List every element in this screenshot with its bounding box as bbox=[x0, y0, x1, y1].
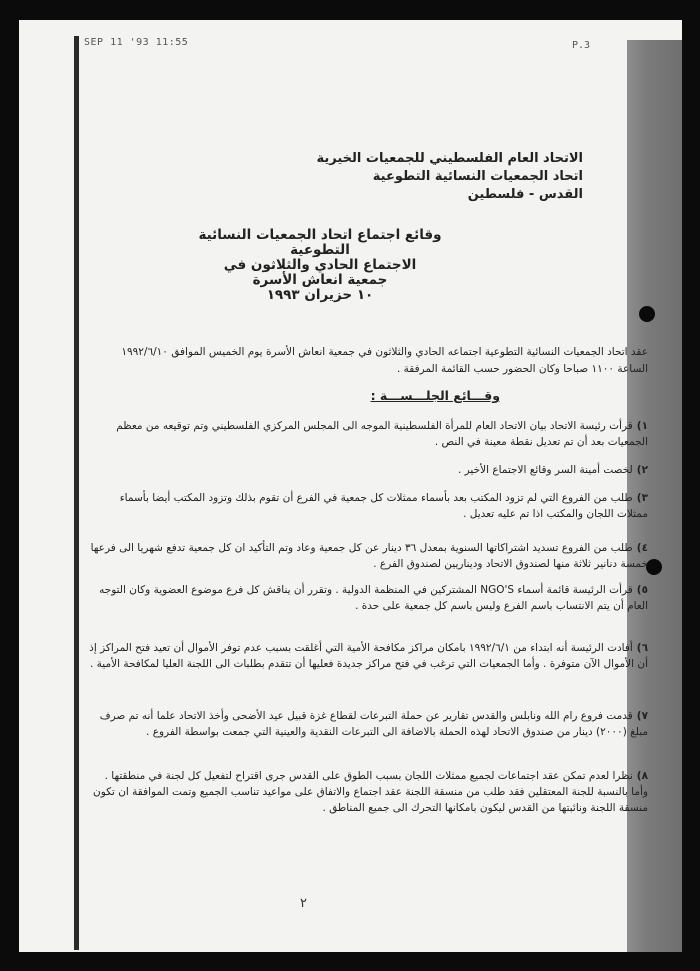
minutes-item bbox=[88, 708, 648, 740]
fax-page-label: P.3 bbox=[572, 40, 591, 51]
item-number: ٧) bbox=[636, 710, 648, 722]
minutes-item bbox=[88, 768, 648, 816]
minutes-item bbox=[88, 462, 648, 478]
item-number: ٨) bbox=[636, 770, 648, 782]
minutes-item bbox=[88, 490, 648, 522]
minutes-item bbox=[88, 418, 648, 450]
title-line-4: ١٠ حزيران ١٩٩٣ bbox=[266, 287, 374, 303]
item-number: ٦) bbox=[636, 642, 648, 654]
item-number: ٢) bbox=[636, 464, 648, 476]
intro-paragraph: عقد اتحاد الجمعيات النسائية التطوعية اجتماعه الحادي والثلاثون في جمعية انعاش الأسرة يوم الخميس الموافق ١٩٩٢/٦/١٠ الساعة ١١٠٠ صباحا وكان الحضور حسب القائمة المرفقة . bbox=[121, 346, 648, 375]
item-text: أفادت الرئيسة أنه ابتداء من ١٩٩٢/٦/١ بامكان مراكز مكافحة الأمية التي أغلقت بسبب عدم توفر الأموال أن تعيد فتح المراكز إذ أن الأموال الآن متوفرة . وأما الجمعيات التي ترغب في فتح مراكز جديدة فعليها أن تتقدم بطلبات الى اللجنة العليا لمكافحة الأمية . bbox=[89, 642, 648, 670]
org-line-3: القدس - فلسطين bbox=[467, 187, 583, 202]
item-number: ٤) bbox=[636, 542, 648, 554]
item-text: قرأت الرئيسة قائمة أسماء NGO'S المشتركين في المنظمة الدولية . وتقرر أن يناقش كل فرع موضوع العضوية وكان التوجه العام أن يتم الانتساب باسم الفرع وليس باسم كل جمعية على حدة . bbox=[99, 584, 648, 612]
item-text: لخصت أمينة السر وقائع الاجتماع الأخير . bbox=[457, 464, 633, 476]
punch-hole bbox=[639, 306, 655, 322]
title-line-2: الاجتماع الحادي والثلاثون في bbox=[223, 257, 417, 273]
title-line-1: وقائع اجتماع اتحاد الجمعيات النسائية التطوعية bbox=[198, 227, 442, 258]
meeting-title bbox=[170, 228, 470, 303]
item-text: نظرا لعدم تمكن عقد اجتماعات لجميع ممثلات اللجان بسبب الطوق على القدس جرى اقتراح لتفعيل كل لجنة في منطقتها . وأما بالنسبة للجنة المعتقلين فقد طلب من منسقة اللجنة عقد اجتماع والاتفاق على مواعيد تناسب الجميع وتمت الموافقة ان تكون منسقة اللجنة ونائبتها من القدس ليكون بامكانها التحرك الى جميع المناطق . bbox=[93, 770, 648, 814]
item-number: ١) bbox=[636, 420, 648, 432]
minutes-item bbox=[88, 582, 648, 614]
item-text: طلب من الفروع التي لم تزود المكتب بعد بأسماء ممثلات كل جمعية في الفرع أن تقوم بذلك وتزود المكتب أيضا بأسماء ممثلات اللجان والمكتب اذا تم عليه تعديل . bbox=[119, 492, 648, 520]
item-text: قرأت رئيسة الاتحاد بيان الاتحاد العام للمرأة الفلسطينية الموجه الى المجلس المركزي الفلسطيني وتم توقيعه من معظم الجمعيات بعد أن تم تعديل نقطة معينة في النص . bbox=[116, 420, 648, 448]
minutes-heading: وقـــائع الجلـــســـة : bbox=[370, 388, 500, 403]
minutes-item bbox=[88, 540, 648, 572]
title-line-3: جمعية انعاش الأسرة bbox=[252, 272, 388, 288]
item-text: قدمت فروع رام الله ونابلس والقدس تقارير عن حملة التبرعات لقطاع غزة قبيل عيد الأضحى وأخذ الاتحاد علما أنه تم صرف مبلغ (٢٠٠٠) دينار من صندوق الاتحاد لهذه الحملة بالاضافة الى التبرعات النقدية والعينية التي جمعت بواسطة الفروع . bbox=[99, 710, 648, 738]
punch-hole bbox=[646, 559, 662, 575]
item-number: ٥) bbox=[636, 584, 648, 596]
organization-header bbox=[263, 150, 583, 204]
fax-timestamp: SEP 11 '93 11:55 bbox=[84, 37, 189, 48]
item-text: طلب من الفروع تسديد اشتراكاتها السنوية بمعدل ٣٦ دينار عن كل جمعية وعاد وتم التأكيد ان كل جمعية تدفع شهريا الى فرعها خمسة دنانير ثلاثة منها لصندوق الاتحاد وديناريين لصندوق الفرع . bbox=[90, 542, 648, 570]
item-number: ٣) bbox=[636, 492, 648, 504]
page-number: ٢ bbox=[300, 896, 307, 911]
margin-line bbox=[74, 36, 79, 950]
org-line-1: الاتحاد العام الفلسطيني للجمعيات الخيرية bbox=[316, 151, 583, 166]
minutes-item bbox=[88, 640, 648, 672]
org-line-2: اتحاد الجمعيات النسائية التطوعية bbox=[372, 169, 583, 184]
